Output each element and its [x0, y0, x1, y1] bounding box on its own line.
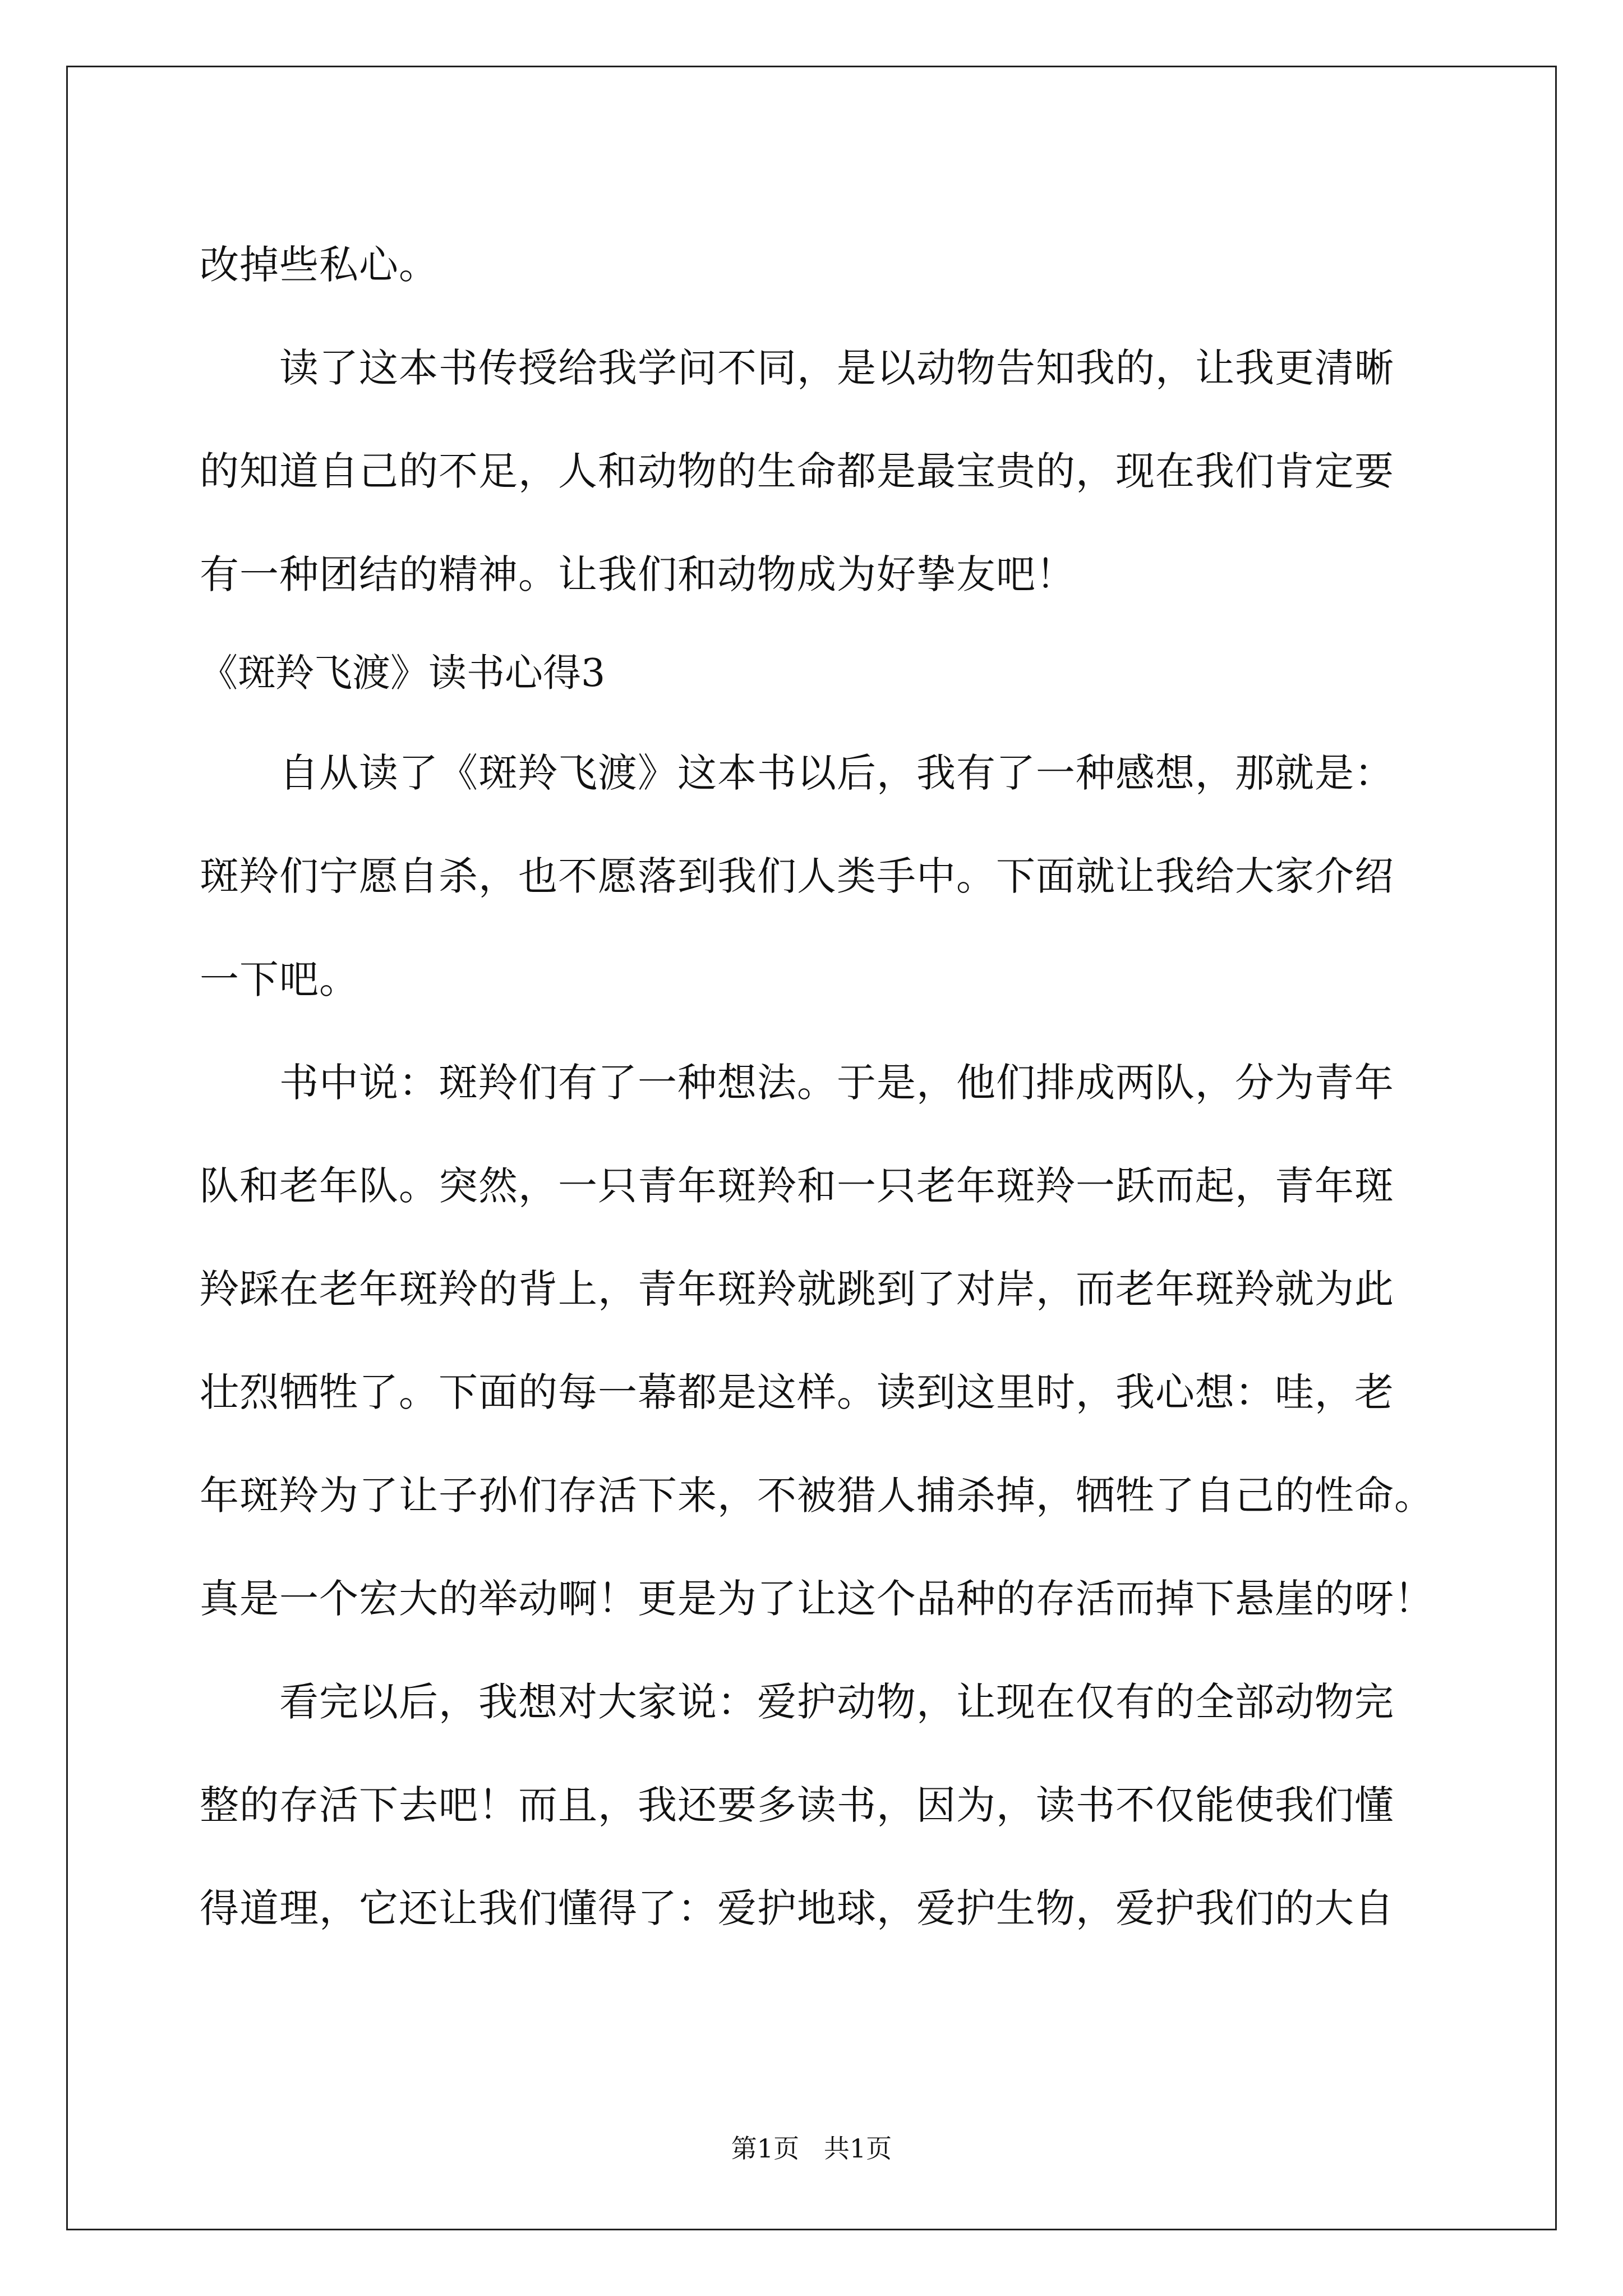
text-line: 看完以后，我想对大家说：爱护动物，让现在仅有的全部动物完	[200, 1679, 1394, 1725]
text-line: 有一种团结的精神。让我们和动物成为好挚友吧！	[200, 551, 1076, 597]
text-line: 整的存活下去吧！而且，我还要多读书，因为，读书不仅能使我们懂	[200, 1782, 1394, 1828]
text-line: 壮烈牺牲了。下面的每一幕都是这样。读到这里时，我心想：哇，老	[200, 1369, 1394, 1415]
text-line: 的知道自己的不足，人和动物的生命都是最宝贵的，现在我们肯定要	[200, 448, 1394, 494]
text-line: 得道理，它还让我们懂得了：爱护地球，爱护生物，爱护我们的大自	[200, 1885, 1394, 1931]
text-line: 改掉些私心。	[200, 242, 439, 288]
text-line: 书中说：斑羚们有了一种想法。于是，他们排成两队，分为青年	[200, 1060, 1394, 1106]
text-line: 队和老年队。突然，一只青年斑羚和一只老年斑羚一跃而起，青年斑	[200, 1163, 1394, 1209]
text-line: 读了这本书传授给我学问不同，是以动物告知我的，让我更清晰	[200, 345, 1394, 391]
text-line: 真是一个宏大的举动啊！更是为了让这个品种的存活而掉下悬崖的呀！	[200, 1576, 1434, 1622]
text-line: 一下吧。	[200, 956, 359, 1002]
section-title: 《斑羚飞渡》读书心得3	[200, 651, 606, 696]
text-line: 自从读了《斑羚飞渡》这本书以后，我有了一种感想，那就是：	[200, 750, 1394, 796]
text-line: 羚踩在老年斑羚的背上，青年斑羚就跳到了对岸，而老年斑羚就为此	[200, 1266, 1394, 1312]
text-line: 斑羚们宁愿自杀，也不愿落到我们人类手中。下面就让我给大家介绍	[200, 853, 1394, 899]
text-line: 年斑羚为了让子孙们存活下来，不被猎人捕杀掉，牺牲了自己的性命。	[200, 1473, 1434, 1519]
page-footer: 第1页 共1页	[731, 2133, 892, 2164]
document-body	[200, 213, 1433, 1960]
